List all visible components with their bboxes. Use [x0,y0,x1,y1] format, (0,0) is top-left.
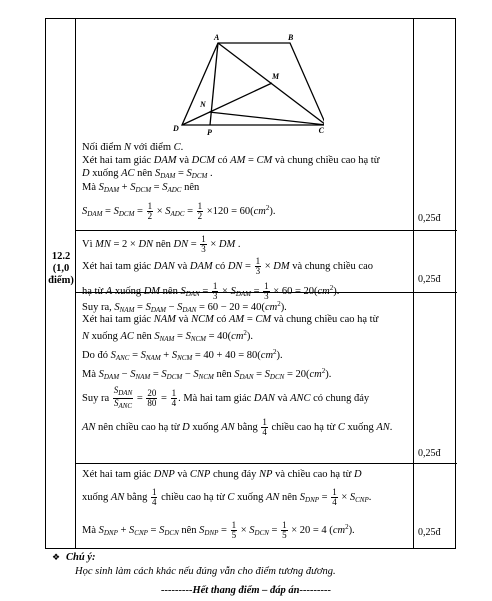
question-label [46,251,76,287]
score-block-3: 0,25đ [418,448,441,459]
solution-line: Xét hai tam giác DAM và DCM có AM = CM và chung chiều cao hạ từ [82,155,380,166]
solution-line: Mà $S_{DNP} + S_{CNP} = S_{DCN}$ nên $S_{DNP}$ = $\frac{1}{5}$ × $S_{DCN}$ = $\frac{1}{5}$ × 20 = 4 $(cm^2)$. [82,520,355,541]
note-text: Học sinh làm cách khác nếu đúng vẫn cho điểm tương đương. [75,566,336,577]
segment-nc [209,112,324,125]
solution-line: xuống AN bằng $\frac{1}{4}$ chiều cao hạ từ C xuống AN nên $S_{DNP}$ = $\frac{1}{4}$ × $S_{CNP}$. [82,487,372,507]
solution-line: hạ từ A xuống DM nên $S_{DAN}$ = $\frac{1}{3}$ × $S_{DAM}$ = $\frac{1}{3}$ × $60 = 20(cm^2)$. [82,281,340,302]
label-a: A [214,33,220,42]
label-p: P [207,128,212,137]
label-m: M [272,72,280,81]
row-divider [76,230,457,231]
row-divider [76,463,457,464]
solution-line: D xuống AC nên $S_{DAM} = S_{DCM}$ . [82,168,213,180]
solution-line: N xuống AC nên $S_{NAM} = S_{NCM} = 40(cm^2)$. [82,329,254,343]
score-block-1: 0,25đ [418,213,441,224]
solution-line: Nối điểm N với điểm C. [82,142,184,153]
label-b: B [288,33,294,42]
note-bullet-icon: ❖ [52,552,61,562]
solution-line: Do đó $S_{ANC} = S_{NAM} + S_{NCM} = 40 + 40 = 80(cm^2)$. [82,348,283,362]
trapezoid-abcd [182,43,324,125]
score-block-4: 0,25đ [418,527,441,538]
solution-line: Xét hai tam giác DNP và CNP chung đáy NP và chiều cao hạ từ D [82,469,362,480]
solution-line: Mà $S_{DAM} - S_{NAM} = S_{DCM} - S_{NCM}$ nên $S_{DAN} = S_{DCN} = 20(cm^2)$. [82,367,332,381]
label-d: D [173,124,179,133]
note-title: Chú ý: [66,552,96,563]
score-column-divider [413,19,414,548]
solution-line: Vì MN = 2 × DN nên DN = $\frac{1}{3}$ × DM . [82,234,241,254]
score-block-2: 0,25đ [418,274,441,285]
solution-line: Suy ra, $S_{NAM} = S_{DAM} - S_{DAN} = 60 - 20 = 40(cm^2)$. [82,300,287,314]
answer-table [45,18,456,549]
solution-line: AN nên chiều cao hạ từ D xuống AN bằng $\frac{1}{4}$ chiều cao hạ từ C xuống AN. [82,417,393,437]
trapezoid-figure [164,19,324,139]
solution-line: Xét hai tam giác NAM và NCM có AM = CM và chung chiều cao hạ từ [82,314,379,325]
label-c: C [318,126,324,135]
question-number: 12.2 [51,251,71,262]
label-n: N [200,100,206,109]
segment-dm [182,83,272,125]
document-footer: ---------Hết thang điểm – đáp án--------- [161,585,331,596]
question-points: (1,0 điểm) [48,263,74,286]
solution-line: $S_{DAM} = S_{DCM}$ = $\frac{1}{2}$ × $S_{ADC}$ = $\frac{1}{2}$ $\times 120 = 60(cm^2)$. [82,201,276,222]
solution-line: Xét hai tam giác DAN và DAM có DN = $\frac{1}{3}$ × DM và chung chiều cao [82,256,373,276]
solution-line: Suy ra $\frac{S_{DAN}}{S_{ANC}}$ = $\frac{20}{80}$ = $\frac{1}{4}$ . Mà hai tam giác DAN và ANC có chung đáy [82,385,370,410]
solution-line: Mà $S_{DAM} + S_{DCM} = S_{ADC}$ nên [82,182,200,194]
